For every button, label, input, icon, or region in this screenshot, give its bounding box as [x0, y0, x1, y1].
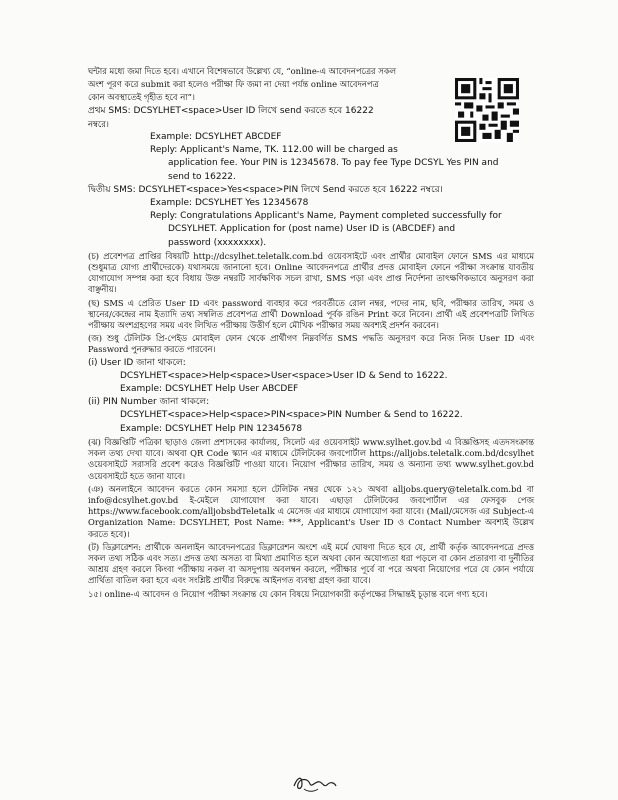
- signature-mark: [290, 772, 340, 794]
- second-sms-line: দ্বিতীয় SMS: DCSYLHET<space>Yes<space>PIN লিখে Send করতে হবে 16222 নম্বরে।: [88, 184, 443, 195]
- clause-chha: (ছ) SMS এ প্রেরিত User ID এবং password ব্যবহার করে পরবর্তীতে রোল নম্বর, পদের নাম, ছবি, পরীক্ষার তারিখ, সময় ও স্থানের/কেন্দ্রের নাম ইত্যাদি তথ্য সম্বলিত প্রবেশপত্র প্রার্থী Download পূর্বক রঙিন Print করে নিবেন। প্রার্থী এই প্রবেশপত্রটি লিখিত পরীক্ষায় অংশগ্রহণের সময় এবং লিখিত পরীক্ষায় উত্তীর্ণ হলে মৌখিক পরীক্ষার সময় অবশ্যই প্রদর্শন করবেন।: [88, 297, 534, 331]
- example-line: Example: DCSYLHET Help User ABCDEF: [120, 384, 299, 395]
- clause-ta: (ট) ডিক্লারেশন: প্রার্থীকে অনলাইন আবেদনপত্রের ডিক্লারেশন অংশে এই মর্মে ঘোষণা দিতে হবে যে, প্রার্থী কর্তৃক আবেদনপত্রে প্রদত্ত সকল তথ্য সঠিক এবং সত্য। প্রদত্ত তথ্য অসত্য বা মিথ্যা প্রমাণিত হলে অথবা কোন অযোগ্যতা ধরা পড়লে বা কোন প্রতারণা বা দুর্নীতির আশ্রয় গ্রহণ করলে কিংবা পরীক্ষায় নকল বা অসদুপায় অবলম্বন করলে, পরীক্ষার পূর্বে বা পরে অথবা নিয়োগের পরে যে কোন পর্যায়ে প্রার্থিতা বাতিল করা হবে এবং সংশ্লিষ্ট প্রার্থীর বিরুদ্ধে আইনগত ব্যবস্থা গ্রহণ করা যাবে।: [88, 541, 534, 586]
- clause-nya: (ঞ) অনলাইনে আবেদন করতে কোন সমস্যা হলে টেলিটক নম্বর থেকে ১২১ অথবা alljobs.query@teletalk.com.bd বা info@dcsylhet.gov.bd ই-মেইলে যোগাযোগ করা যাবে। এছাড়া টেলিটকের জবপোর্টাল এর ফেসবুক পেজ https://www.facebook.com/alljobsbdTeletalk এ মেসেজ এর মাধ্যমে যোগাযোগ করা যাবে। (Mail/মেসেজ এর Subject-এ Organization Name: DCSYLHET, Post Name: ***, Applicant's User ID ও Contact Number অবশ্যই উল্লেখ করতে হবে)।: [88, 483, 534, 539]
- clause-cha: (চ) প্রবেশপত্র প্রাপ্তির বিষয়টি http://dcsylhet.teletalk.com.bd ওয়েবসাইটে এবং প্রার্থীর মোবাইল ফোনে SMS এর মাধ্যমে (শুধুমাত্র যোগ্য প্রার্থীদেরকে) যথাসময়ে জানানো হবে। Online আবেদনপত্রে প্রার্থীর প্রদত্ত মোবাইল ফোনে পরীক্ষা সংক্রান্ত যাবতীয় যোগাযোগ সম্পন্ন করা হবে বিধায় উক্ত নম্বরটি সার্বক্ষণিক সচল রাখা, SMS পড়া এবং প্রাপ্ত নির্দেশনা তাৎক্ষণিকভাবে অনুসরণ করা বাঞ্ছনীয়।: [88, 250, 534, 295]
- example-line: Example: DCSYLHET Help PIN 12345678: [120, 423, 303, 434]
- reply-line: Reply: Applicant's Name, TK. 112.00 will be charged as: [150, 145, 398, 156]
- first-sms-line: প্রথম SMS: DCSYLHET<space>User ID লিখে send করতে হবে 16222: [88, 105, 374, 116]
- sub-item-ii: (ii) PIN Number জানা থাকলে:: [88, 397, 210, 408]
- clause-ja: (জ) শুধু টেলিটক প্রি-পেইড মোবাইল ফোন থেকে প্রার্থীগণ নিম্নবর্ণিত SMS পদ্ধতি অনুসরণ করে নিজ নিজ User ID এবং Password পুনরুদ্ধার করতে পারবেন।: [88, 333, 534, 355]
- text-line: অংশ পূরণ করে submit করা হলেও পরীক্ষা ফি জমা না দেয়া পর্যন্ত online আবেদনপত্র: [88, 79, 379, 90]
- text-line: নম্বরে।: [88, 118, 109, 129]
- text-line: কোন অবস্থাতেই গৃহীত হবে না”।: [88, 92, 195, 103]
- clause-jha: (ঝ) বিজ্ঞপ্তিটি পত্রিকা ছাড়াও জেলা প্রশাসকের কার্যালয়, সিলেট এর ওয়েবসাইট www.sylhet.gov.bd এ বিজ্ঞপ্তিসহ এতদসংক্রান্ত সকল তথ্য দেখা যাবে। অথবা QR Code স্ক্যান এর মাধ্যমে টেলিটকের জবপোর্টাল https://alljobs.teletalk.com.bd/dcsylhet ওয়েবসাইটে সরাসরি প্রবেশ করেও বিজ্ঞপ্তিটি পাওয়া যাবে। নিয়োগ পরীক্ষার তারিখ, সময় ও অন্যান্য তথ্য www.sylhet.gov.bd ওয়েবসাইটে হতে জানা যাবে।: [88, 436, 534, 481]
- reply-line: password (xxxxxxxx).: [168, 237, 267, 248]
- clause-15: ১৫। online-এ আবেদন ও নিয়োগ পরীক্ষা সংক্রান্ত যে কোন বিষয়ে নিয়োগকারী কর্তৃপক্ষের সিদ্ধান্তই চূড়ান্ত বলে গণ্য হবে।: [88, 588, 488, 599]
- example-line: Example: DCSYLHET Yes 12345678: [150, 198, 309, 209]
- reply-line: Reply: Congratulations Applicant's Name, Payment completed successfully for: [150, 211, 502, 222]
- document-body: [88, 66, 534, 602]
- reply-line: DCSYLHET. Application for (post name) User ID is (ABCDEF) and: [168, 224, 456, 235]
- text-line: ঘন্টার মধ্যে জমা দিতে হবে। এখানে বিশেষভাবে উল্লেখ্য যে, “online-এ আবেদনপত্রের সকল: [88, 66, 396, 76]
- sms-format-line: DCSYLHET<space>Help<space>PIN<space>PIN Number & Send to 16222.: [120, 410, 463, 421]
- sub-item-i: (i) User ID জানা থাকলে:: [88, 357, 186, 368]
- reply-line: application fee. Your PIN is 12345678. To pay fee Type DCSYL Yes PIN and: [168, 158, 499, 169]
- reply-line: send to 16222.: [168, 171, 236, 182]
- sms-format-line: DCSYLHET<space>Help<space>User<space>User ID & Send to 16222.: [120, 370, 448, 381]
- example-line: Example: DCSYLHET ABCDEF: [150, 132, 282, 143]
